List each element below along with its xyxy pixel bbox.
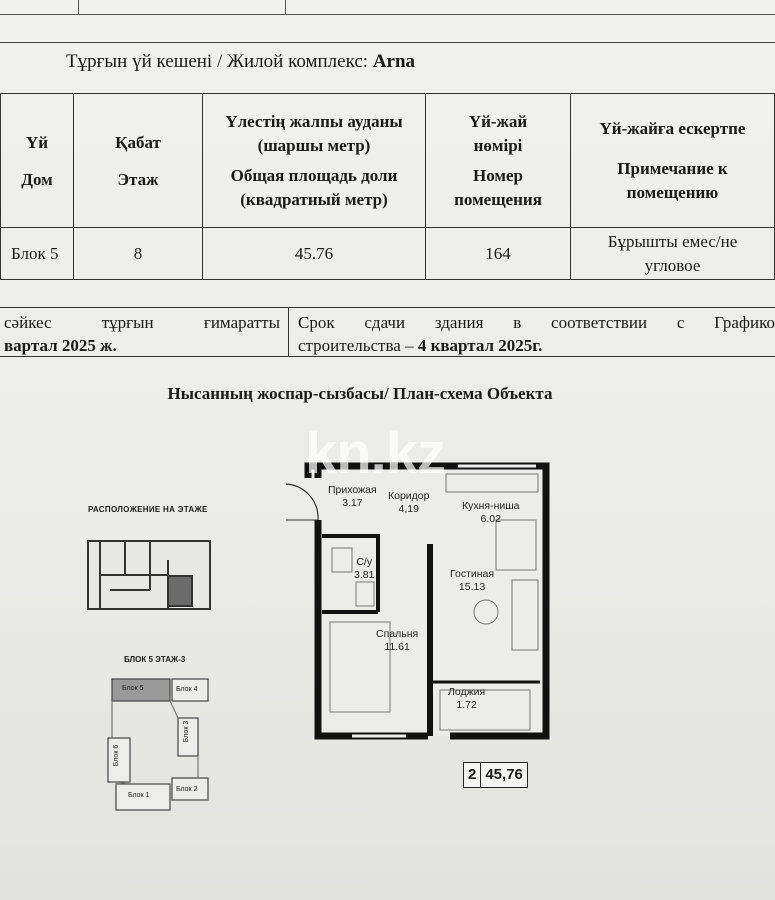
deadline-kz: сәйкес тұрғын ғимаратты вартал 2025 ж. <box>0 308 289 356</box>
block-label-3: Блок 3 <box>183 720 191 743</box>
floor-location-title: РАСПОЛОЖЕНИЕ НА ЭТАЖЕ <box>88 505 208 514</box>
complex-prefix: Тұрғын үй кешені / Жилой комплекс: <box>66 51 373 72</box>
cell-note: Бұрышты емес/не угловое <box>571 228 775 280</box>
room-living: Гостиная 15.13 <box>450 568 495 593</box>
room-hallway: Прихожая 3.17 <box>328 484 377 509</box>
room-loggia: Лоджия 1.72 <box>448 686 486 711</box>
badge-area: 45,76 <box>485 766 523 783</box>
watermark: kn.kz <box>305 421 446 486</box>
cell-area: 45.76 <box>203 228 426 280</box>
cell-house: Блок 5 <box>1 228 74 280</box>
plan-title: Нысанның жоспар-сызбасы/ План-схема Объекта <box>167 384 553 403</box>
room-corridor: Коридор 4,19 <box>388 490 430 515</box>
block-label-2: Блок 2 <box>176 786 198 793</box>
floor-location-map <box>88 541 210 609</box>
apartment-badge <box>463 762 528 788</box>
badge-rooms: 2 <box>464 763 481 787</box>
block-label-4: Блок 4 <box>176 686 198 693</box>
header-number: Үй-жай нөмірі Номер помещения <box>426 94 571 228</box>
block-title: БЛОК 5 ЭТАЖ-3 <box>124 655 186 664</box>
room-bedroom: Спальня 11.61 <box>376 628 419 653</box>
header-floor: Қабат Этаж <box>74 94 203 228</box>
cell-number: 164 <box>426 228 571 280</box>
deadline-row: сәйкес тұрғын ғимаратты вартал 2025 ж. Срок сдачи здания в соответствии с Графико строительства – 4 квартал 2025г. <box>0 307 775 357</box>
complex-name: Arna <box>372 51 416 72</box>
cell-floor: 8 <box>74 228 203 280</box>
header-area: Үлестің жалпы ауданы (шаршы метр) Общая площадь доли (квадратный метр) <box>203 94 426 228</box>
room-bathroom: С/у 3.81 <box>354 556 375 581</box>
header-note: Үй-жайға ескертпе Примечание к помещению <box>571 94 775 228</box>
block-label-6: Блок 6 <box>113 744 121 767</box>
block-label-5: Блок 5 <box>122 685 144 692</box>
block-label-1: Блок 1 <box>128 792 150 799</box>
header-house: Үй Дом <box>1 94 74 228</box>
room-kitchen: Кухня-ниша 6.02 <box>462 500 520 525</box>
